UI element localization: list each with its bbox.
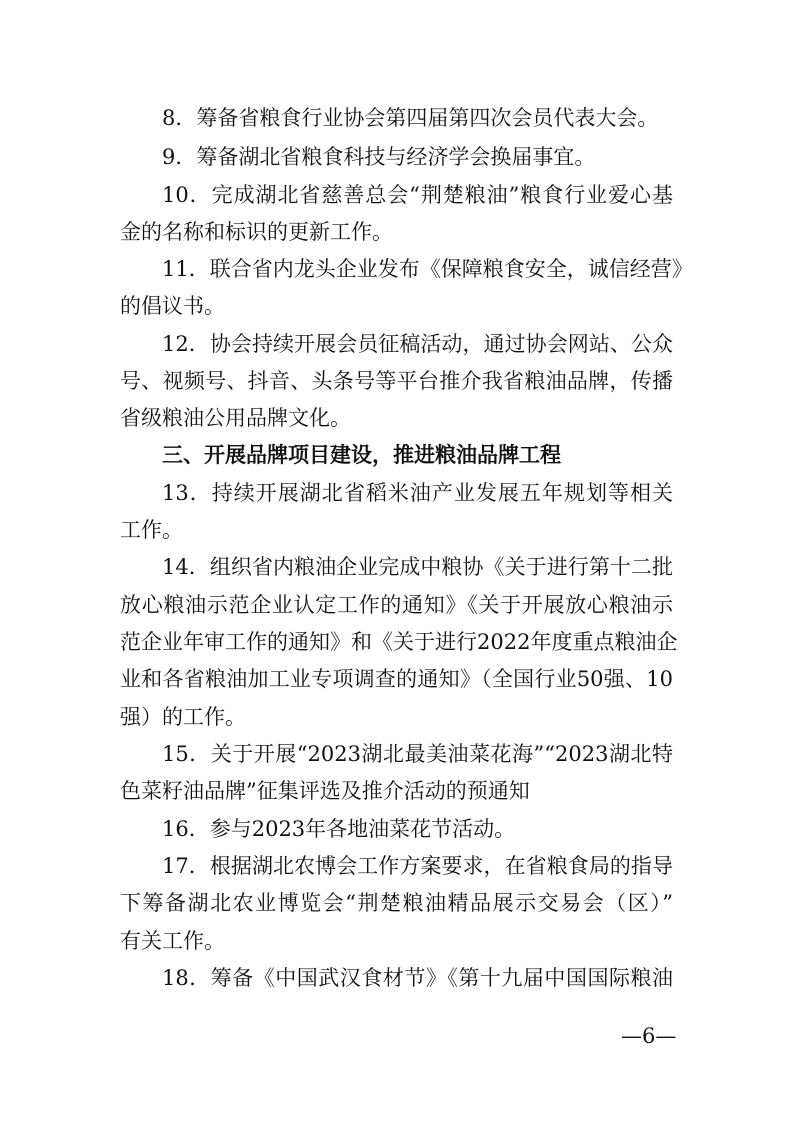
item-10-line-1: 10．完成湖北省慈善总会“荆楚粮油”粮食行业爱心基 bbox=[162, 183, 673, 207]
item-13-line-1: 13．持续开展湖北省稻米油产业发展五年规划等相关 bbox=[162, 481, 673, 505]
item-13-line-2: 工作。 bbox=[120, 518, 183, 542]
item-17-line-3: 有关工作。 bbox=[120, 929, 225, 953]
item-14-line-4: 业和各省粮油加工业专项调查的通知》（全国行业50强、10 bbox=[120, 667, 673, 691]
item-8-line: 8．筹备省粮食行业协会第四届第四次会员代表大会。 bbox=[162, 106, 659, 130]
item-16-line: 16．参与2023年各地油菜花节活动。 bbox=[162, 817, 516, 841]
item-12-line-1: 12．协会持续开展会员征稿活动，通过协会网站、公众 bbox=[162, 332, 673, 356]
item-14-line-5: 强）的工作。 bbox=[120, 705, 246, 729]
item-15-line-2: 色菜籽油品牌”征集评选及推介活动的预通知 bbox=[120, 779, 530, 803]
item-14-line-2: 放心粮油示范企业认定工作的通知》《关于开展放心粮油示 bbox=[120, 593, 673, 617]
item-11-line-2: 的倡议书。 bbox=[120, 294, 225, 318]
item-10-line-2: 金的名称和标识的更新工作。 bbox=[120, 220, 393, 244]
page-number: —6— bbox=[621, 1024, 677, 1048]
item-17-line-1: 17．根据湖北农博会工作方案要求，在省粮食局的指导 bbox=[162, 854, 673, 878]
item-17-line-2: 下筹备湖北农业博览会“荆楚粮油精品展示交易会（区）” bbox=[120, 891, 673, 915]
item-9-line: 9．筹备湖北省粮食科技与经济学会换届事宜。 bbox=[162, 145, 596, 169]
item-15-line-1: 15．关于开展“2023湖北最美油菜花海”“2023湖北特 bbox=[162, 742, 673, 766]
item-14-line-3: 范企业年审工作的通知》和《关于进行2022年度重点粮油企 bbox=[120, 630, 678, 654]
item-11-line-1: 11．联合省内龙头企业发布《保障粮食安全，诚信经营》 bbox=[162, 257, 693, 281]
item-12-line-2: 号、视频号、抖音、头条号等平台推介我省粮油品牌，传播 bbox=[120, 369, 673, 393]
item-14-line-1: 14．组织省内粮油企业完成中粮协《关于进行第十二批 bbox=[162, 555, 673, 579]
item-18-line-1: 18．筹备《中国武汉食材节》《第十九届中国国际粮油 bbox=[162, 966, 673, 990]
section-heading: 三、开展品牌项目建设，推进粮油品牌工程 bbox=[162, 443, 561, 467]
item-12-line-3: 省级粮油公用品牌文化。 bbox=[120, 406, 351, 430]
